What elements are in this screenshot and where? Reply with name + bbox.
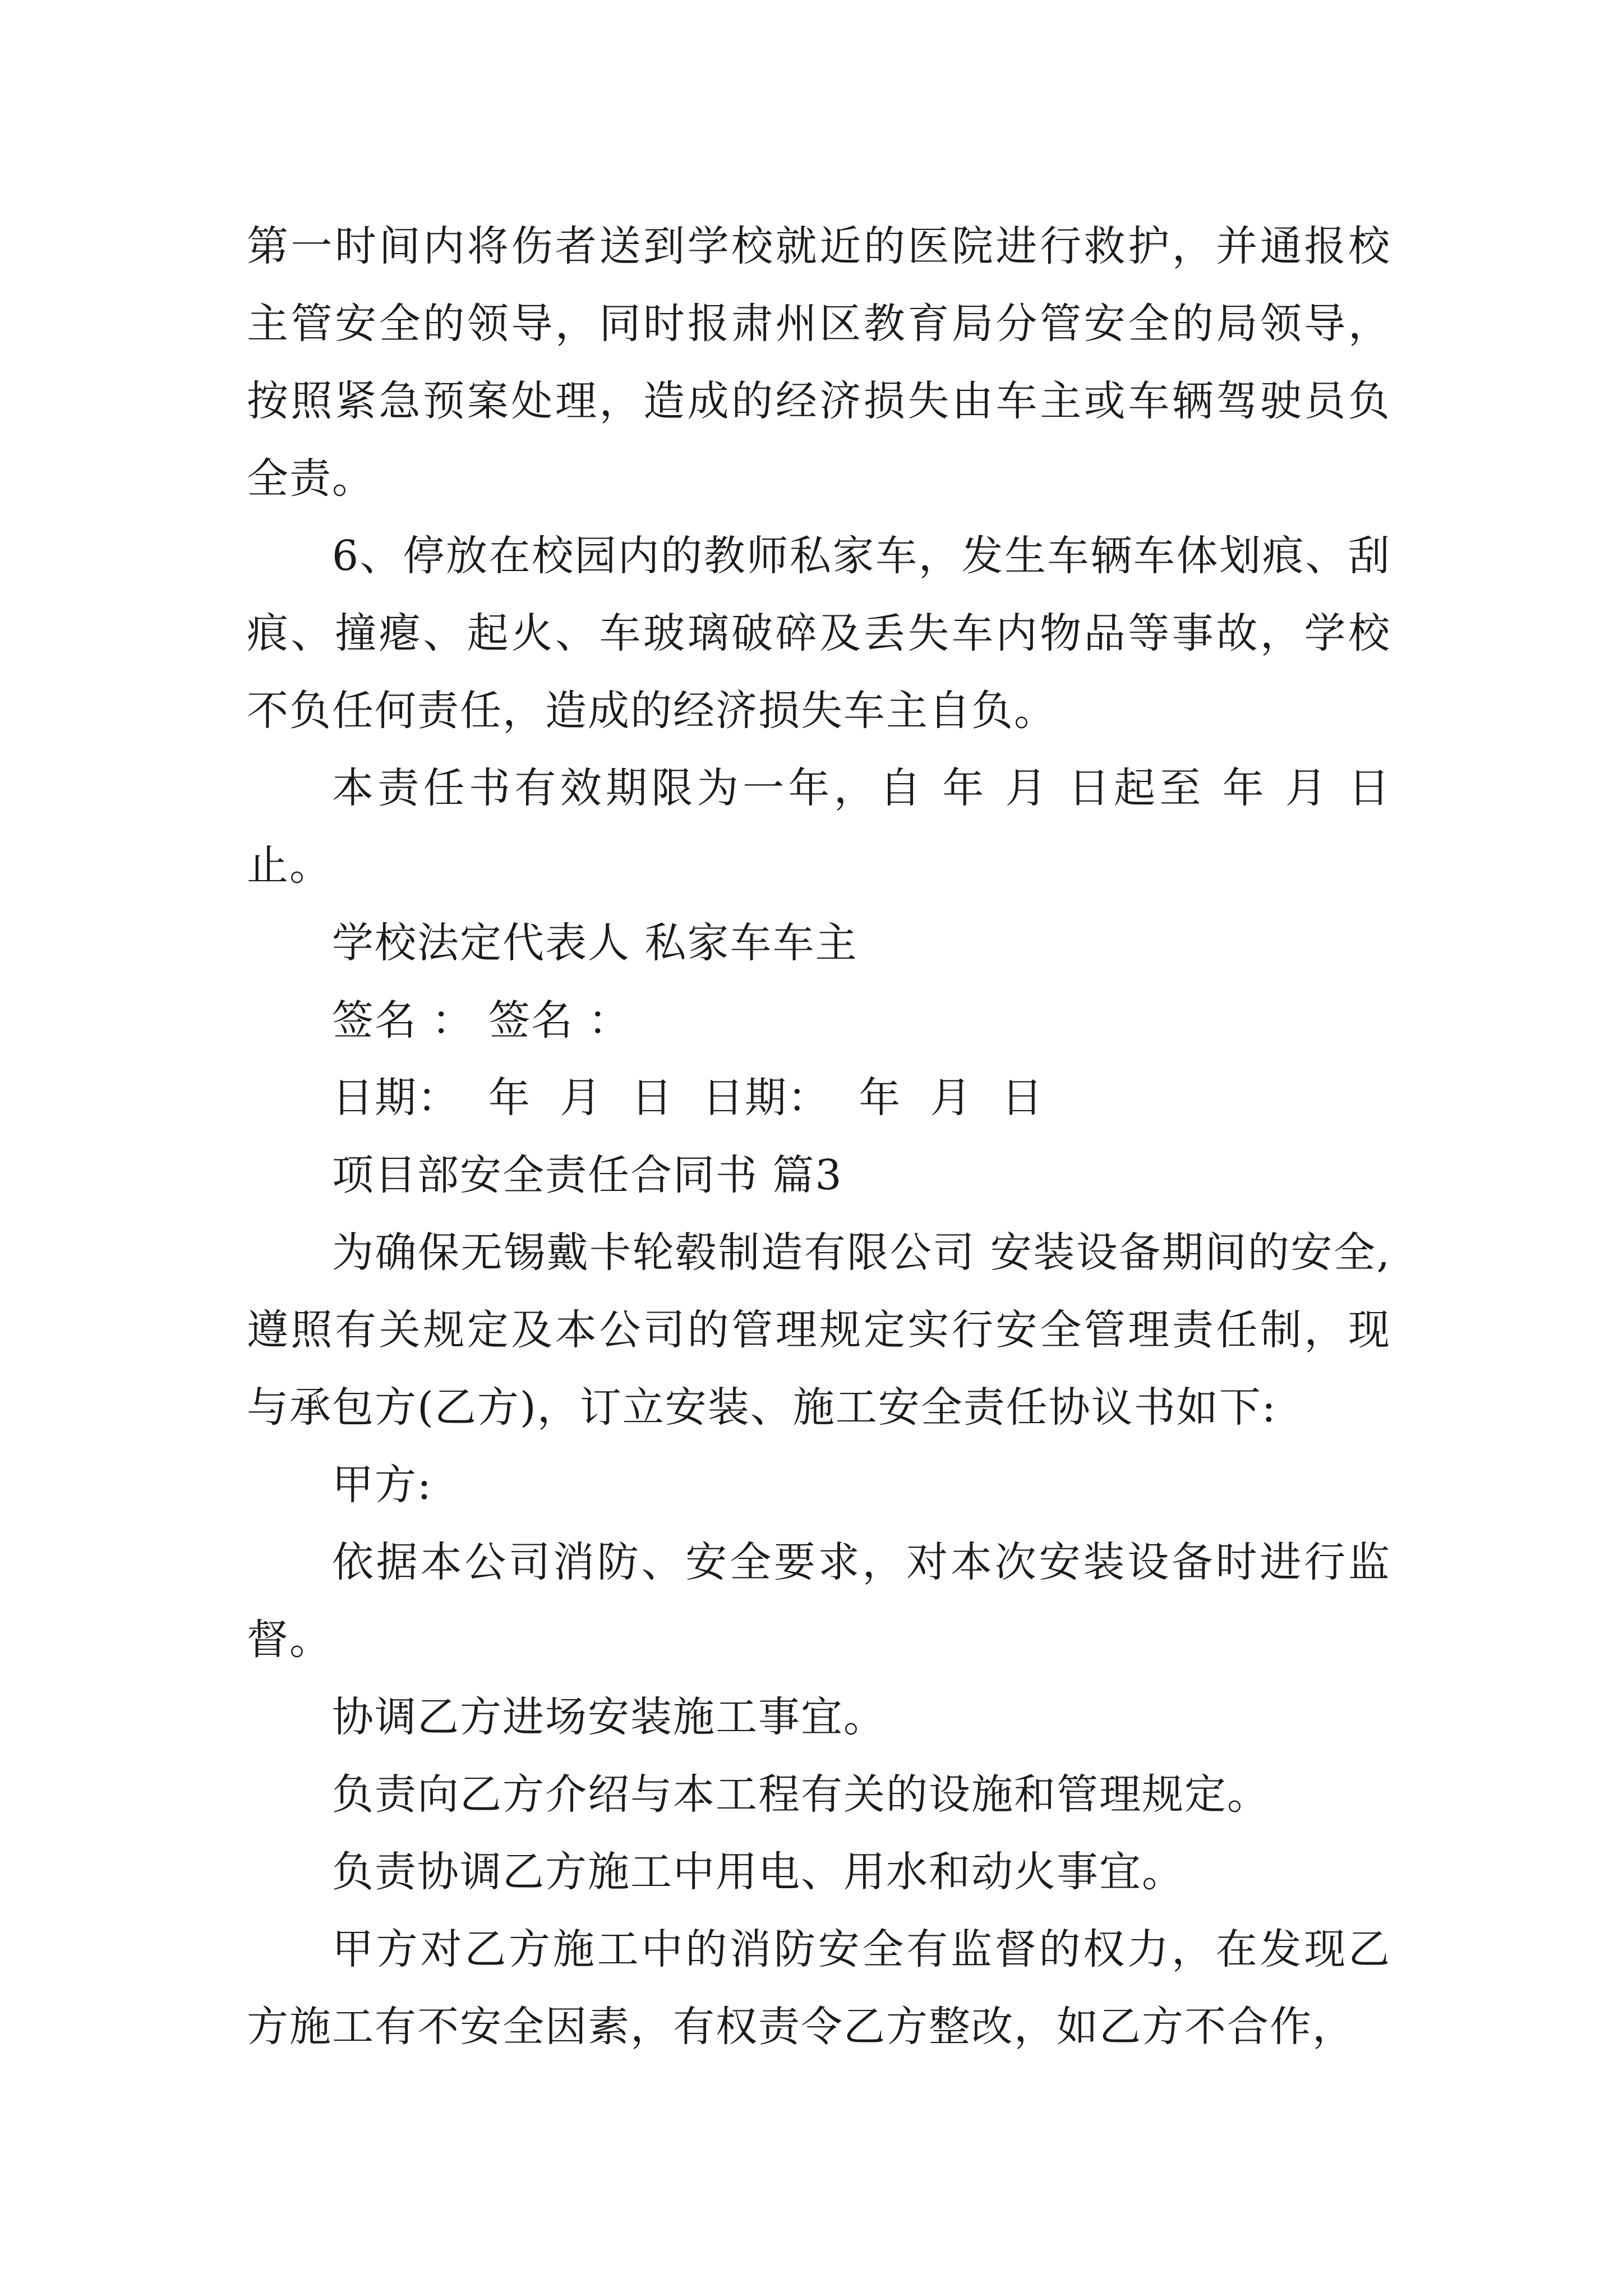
section-title: 项目部安全责任合同书 篇3 <box>332 1151 843 1199</box>
signature-date-line: 日期： 年 月 日 日期： 年 月 日 <box>332 1074 1044 1122</box>
signature-parties-line: 学校法定代表人 私家车车主 <box>332 919 858 967</box>
paragraph-coordinate-entry: 协调乙方进场安装施工事宜。 <box>332 1693 886 1741</box>
paragraph-introduce-rules: 负责向乙方介绍与本工程有关的设施和管理规定。 <box>332 1770 1270 1819</box>
paragraph-injury-handling: 第一时间内将伤者送到学校就近的医院进行救护，并通报校主管安全的领导，同时报肃州区教育局分管安全的局领导，按照紧急预案处理，造成的经济损失由车主或车辆驾驶员负全责。 <box>247 222 1391 503</box>
paragraph-intro: 为确保无锡戴卡轮毂制造有限公司 安装设备期间的安全,遵照有关规定及本公司的管理规定实行安全管理责任制，现与承包方(乙方)，订立安装、施工安全责任协议书如下: <box>247 1228 1391 1432</box>
paragraph-coordinate-utilities: 负责协调乙方施工中用电、用水和动火事宜。 <box>332 1848 1184 1896</box>
paragraph-party-a-heading: 甲方: <box>332 1461 432 1509</box>
paragraph-supervision: 依据本公司消防、安全要求，对本次安装设备时进行监督。 <box>247 1538 1391 1664</box>
paragraph-fire-safety-rights: 甲方对乙方施工中的消防安全有监督的权力，在发现乙方施工有不安全因素，有权责令乙方整改，如乙方不合作， <box>247 1925 1391 2051</box>
signature-sign-line: 签名 ： 签名 ： <box>332 996 631 1045</box>
paragraph-validity-period: 本责任书有效期限为一年，自 年 月 日起至 年 月 日止。 <box>247 764 1391 890</box>
document-body <box>247 208 1391 2065</box>
paragraph-item-6: 6、停放在校园内的教师私家车，发生车辆车体划痕、刮痕、撞瘪、起火、车玻璃破碎及丢失车内物品等事故，学校不负任何责任，造成的经济损失车主自负。 <box>247 532 1391 735</box>
